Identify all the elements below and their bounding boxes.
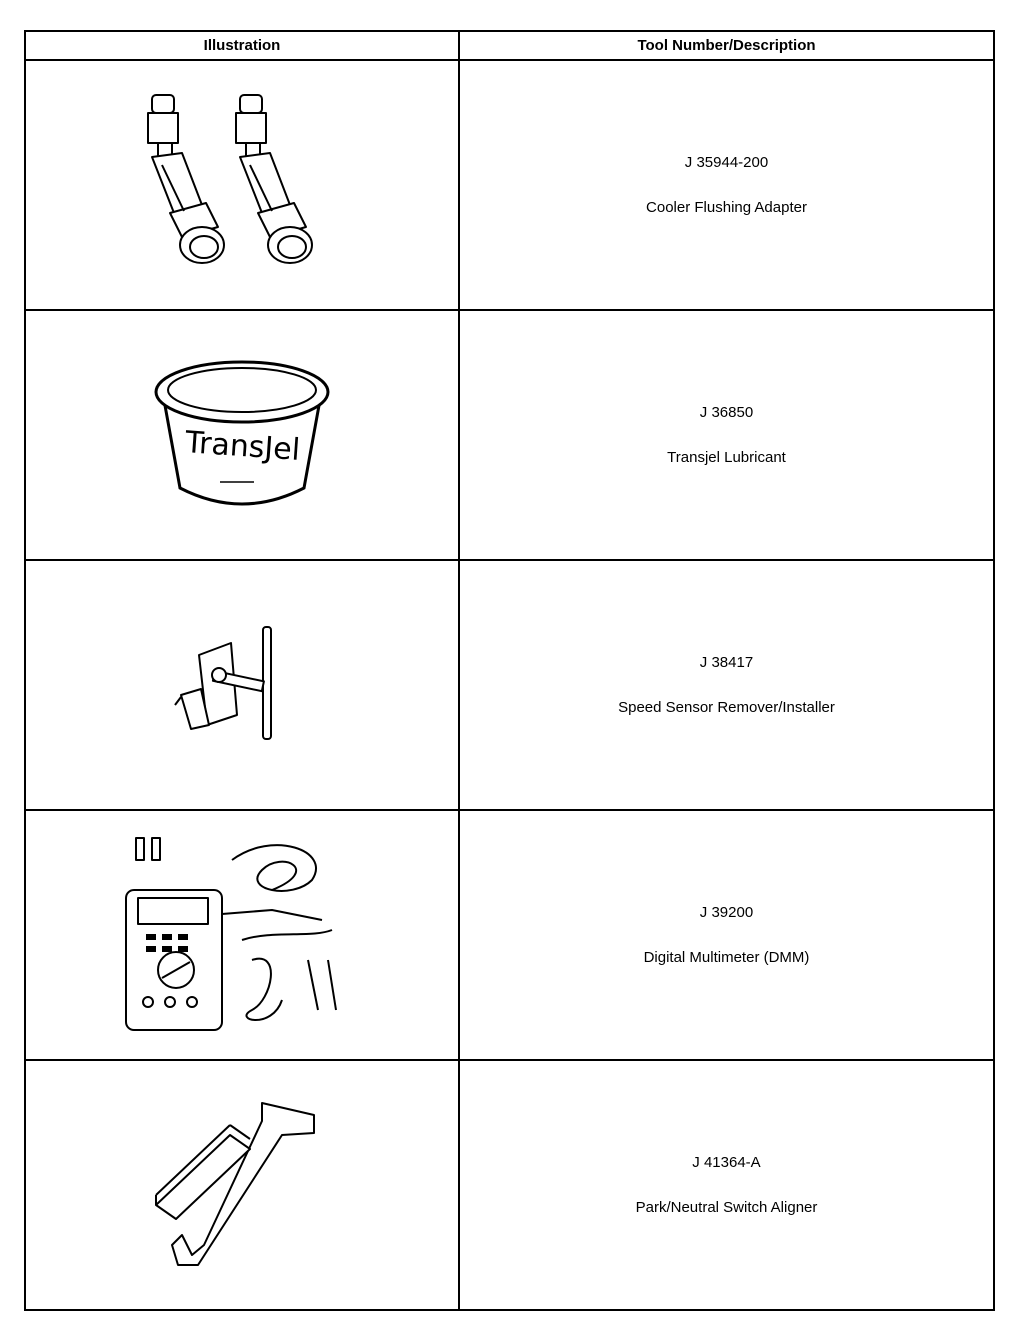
transjel-tub-label: TransJel bbox=[184, 425, 302, 468]
tool-table bbox=[24, 30, 995, 1311]
description-cell bbox=[459, 310, 994, 560]
tool-number: J 36850 bbox=[699, 404, 754, 421]
header-illustration: Illustration bbox=[25, 31, 459, 60]
table-row bbox=[25, 1060, 994, 1310]
speed-sensor-tool-drawing bbox=[167, 625, 317, 745]
tool-number: J 35944-200 bbox=[684, 154, 769, 171]
tool-description: Digital Multimeter (DMM) bbox=[643, 949, 810, 966]
description-cell bbox=[459, 560, 994, 810]
park-neutral-switch-aligner-drawing bbox=[142, 1095, 342, 1275]
tool-number: J 39200 bbox=[699, 904, 754, 921]
table-row bbox=[25, 60, 994, 310]
illustration-cell bbox=[25, 560, 459, 810]
description-cell bbox=[459, 810, 994, 1060]
table-row bbox=[25, 560, 994, 810]
description-cell bbox=[459, 60, 994, 310]
tool-number: J 38417 bbox=[699, 654, 754, 671]
header-row bbox=[25, 31, 994, 60]
header-tool-number-description: Tool Number/Description bbox=[459, 31, 994, 60]
table-row bbox=[25, 810, 994, 1060]
digital-multimeter-drawing bbox=[122, 830, 362, 1040]
tool-description: Speed Sensor Remover/Installer bbox=[618, 699, 835, 716]
tool-description: Transjel Lubricant bbox=[667, 449, 786, 466]
description-cell bbox=[459, 1060, 994, 1310]
illustration-cell bbox=[25, 310, 459, 560]
tool-description: Park/Neutral Switch Aligner bbox=[635, 1199, 818, 1216]
transjel-lubricant-tub-drawing bbox=[142, 350, 342, 520]
illustration-cell bbox=[25, 1060, 459, 1310]
table-row bbox=[25, 310, 994, 560]
illustration-cell bbox=[25, 810, 459, 1060]
tool-description: Cooler Flushing Adapter bbox=[646, 199, 807, 216]
illustration-cell bbox=[25, 60, 459, 310]
tool-number: J 41364-A bbox=[692, 1154, 761, 1171]
cooler-flushing-adapter-drawing bbox=[122, 85, 362, 285]
